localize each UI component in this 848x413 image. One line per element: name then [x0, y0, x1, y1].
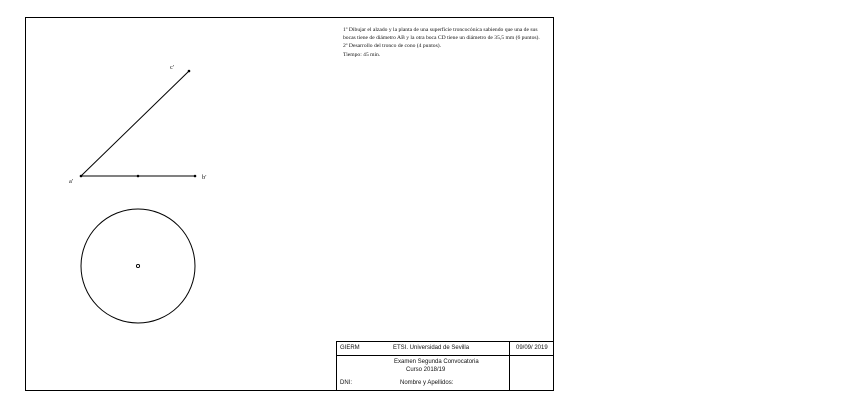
- instruction-line: Tiempo: 45 min.: [343, 51, 381, 58]
- title-block-divider-horizontal: [337, 355, 553, 356]
- label-a: a': [69, 178, 74, 185]
- point-b: [194, 175, 197, 178]
- point-ab-midpoint: [137, 175, 140, 178]
- circle-center-mark: [136, 264, 139, 267]
- exam-instructions: [343, 26, 548, 59]
- instruction-line: bocas tiene de diámetro AB y la otra boca CD tiene un diámetro de 35,5 mm (6 puntos).: [343, 35, 540, 42]
- point-c: [188, 70, 191, 73]
- instruction-line: 1º Dibujar el alzado y la planta de una superficie troncocónica sabiendo que una de sus: [343, 27, 538, 33]
- exam-title: Examen Segunda Convocatoria: [394, 359, 479, 365]
- instruction-line: 2º Desarrollo del tronco de cono (4 puntos).: [343, 43, 442, 50]
- title-block: [336, 341, 554, 391]
- name-label: Nombre y Apellidos:: [400, 380, 454, 386]
- point-a: [80, 175, 83, 178]
- program-code: GIERM: [340, 345, 360, 351]
- segment-a-c: [81, 71, 189, 176]
- school-name: ETSI. Universidad de Sevilla: [393, 345, 470, 351]
- label-b: b': [202, 174, 207, 181]
- title-block-divider-vertical: [509, 342, 510, 390]
- label-c: c': [170, 64, 175, 71]
- course-label: Curso 2018/19: [406, 367, 446, 373]
- base-circle: [81, 209, 195, 323]
- exam-date: 09/09/ 2019: [516, 345, 548, 351]
- dni-label: DNI:: [340, 380, 352, 386]
